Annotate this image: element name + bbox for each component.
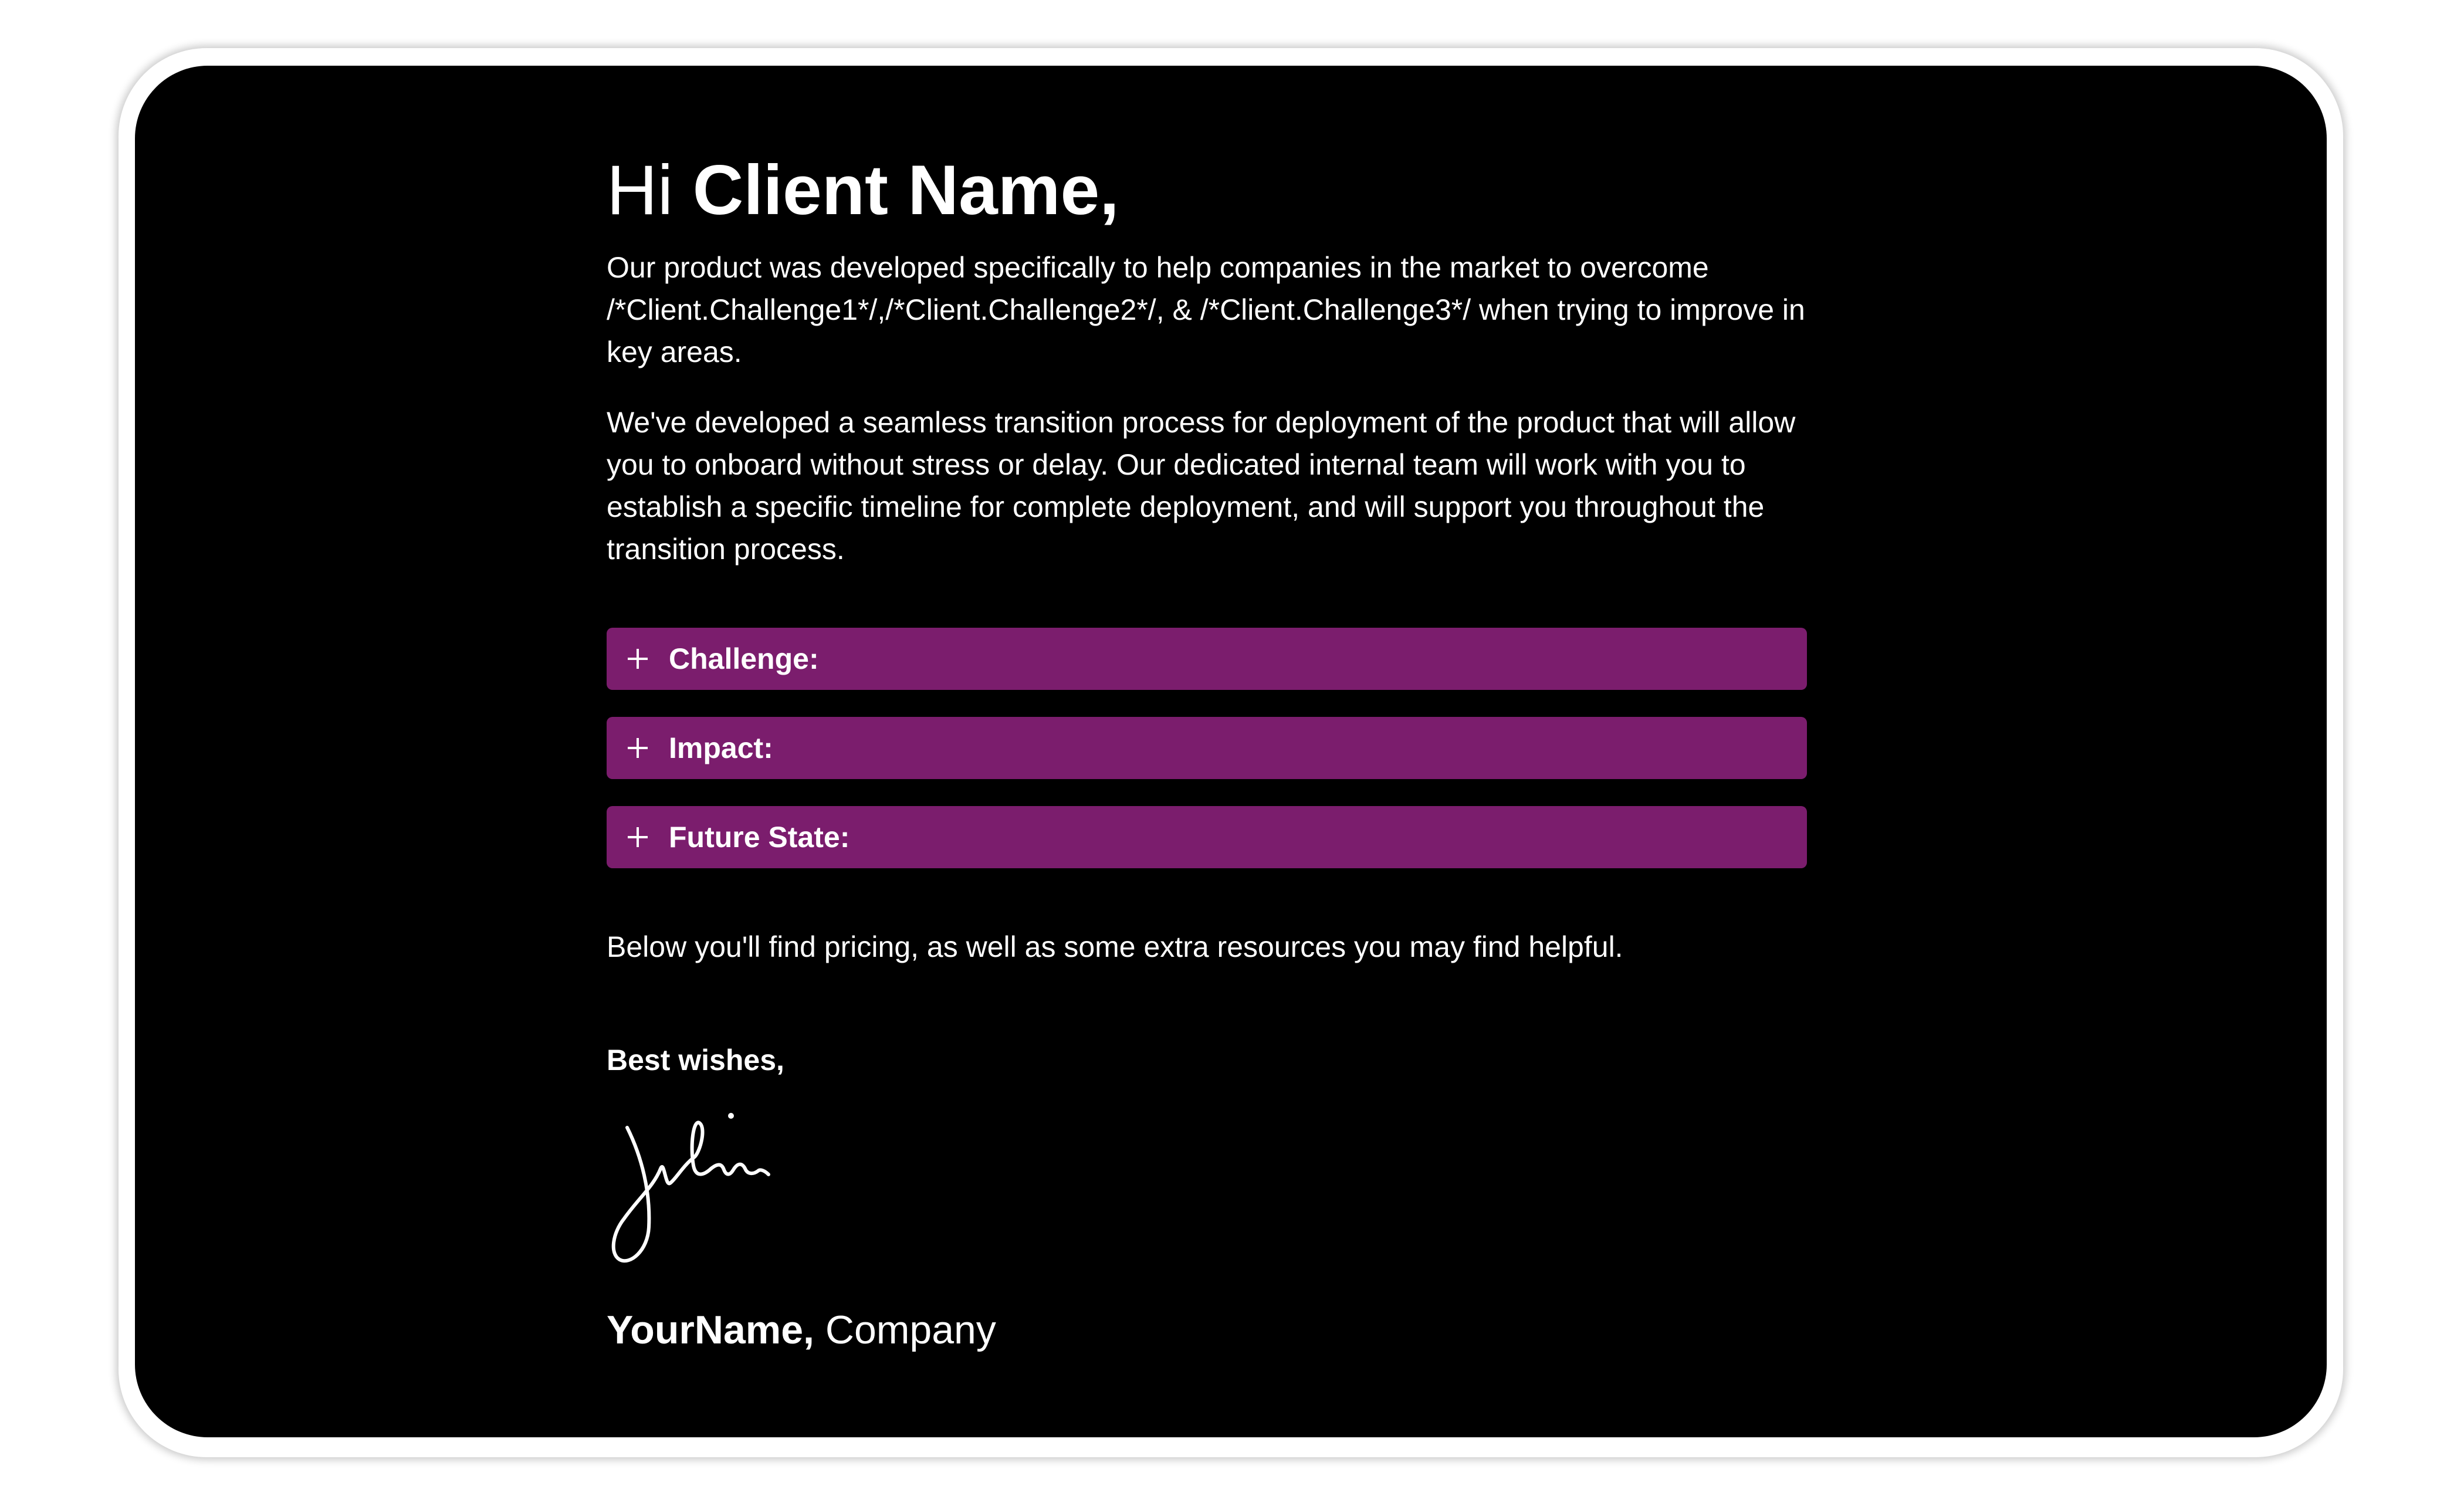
- accordion-impact[interactable]: [607, 717, 1807, 779]
- transition-paragraph: We've developed a seamless transition process for deployment of the product that will allow you to onboard without stress or delay. Our dedicated internal team will work with you to establish a specific timeline for complete deployment, and will support you throughout the transition process.: [607, 406, 1796, 566]
- sender-company: Company: [814, 1308, 996, 1352]
- greeting-heading: [607, 148, 1119, 232]
- intro-paragraph: Our product was developed specifically to help companies in the market to overcome /*Client.Challenge1*/,/*Client.Challenge2*/, & /*Client.Challenge3*/ when trying to improve in key areas.: [607, 251, 1805, 368]
- sender-signoff: [607, 1307, 996, 1353]
- accordion-challenge[interactable]: [607, 628, 1807, 690]
- email-screen: [135, 66, 2327, 1437]
- sender-name: YourName,: [607, 1308, 814, 1352]
- device-frame: [119, 48, 2343, 1457]
- accordion-label: Future State:: [669, 821, 850, 854]
- pricing-paragraph: Below you'll find pricing, as well as some extra resources you may find helpful.: [607, 930, 1623, 963]
- greeting-hi: Hi: [607, 151, 673, 229]
- plus-icon: [628, 738, 648, 758]
- accordion-label: Challenge:: [669, 642, 819, 675]
- client-name: Client Name,: [692, 151, 1119, 229]
- signature-image: [607, 1110, 830, 1274]
- plus-icon: [628, 649, 648, 669]
- accordion-label: Impact:: [669, 732, 773, 764]
- accordion-future-state[interactable]: [607, 806, 1807, 868]
- closing-text: Best wishes,: [607, 1044, 784, 1077]
- plus-icon: [628, 827, 648, 847]
